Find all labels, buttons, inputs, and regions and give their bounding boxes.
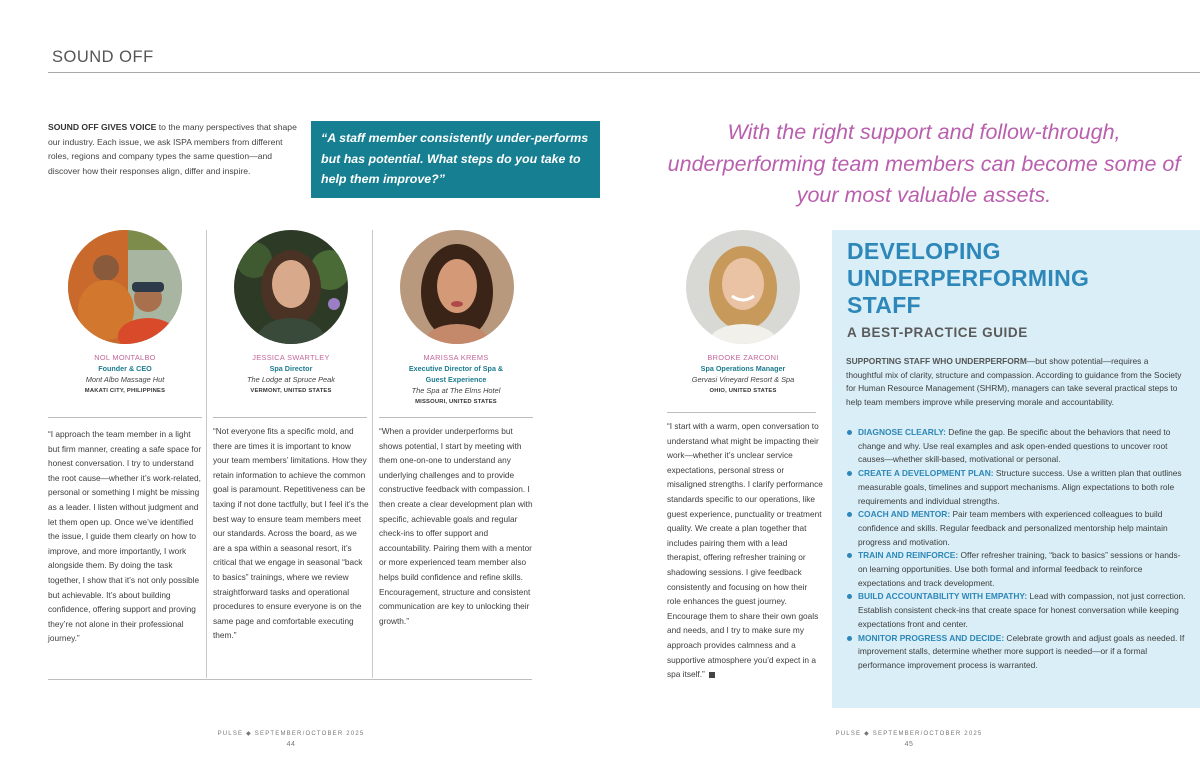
page-number: 44 [286,741,296,748]
best-practice-guide [832,230,1200,708]
contributor-photo [400,230,514,344]
intro-body: to the many perspectives that shape our industry. Each issue, we ask ISPA members from different roles, regions and company types the same question—and discover how their responses align, differ and inspire. [48,122,297,176]
list-item-text: Define the gap. Be specific about the behaviors that need to change and why. Use real examples and ask open-ended questions to uncover root causes—whether skill-based, motivational or personal. [858,427,1171,465]
list-item-text: Pair team members with experienced colleagues to build confidence and skills. Regular feedback and personalized mentorship help maintain progress and motivation. [858,509,1168,547]
guide-intro-body: —but show potential—requires a thoughtful mix of clarity, structure and compassion. According to guidance from the Society for Human Resource Management (SHRM), managers can take several practical steps to help team members improve while preserving morale and accountability. [846,356,1182,408]
contributor-profile [666,352,820,397]
contributor-photo [234,230,348,344]
list-item-text: Structure success. Use a written plan that outlines measurable goals, timelines and support mechanisms. Align expectations to both role requirements and individual strengths. [858,468,1182,506]
end-mark-icon [709,672,715,678]
profile-rule [379,417,533,418]
portrait-photo-icon [400,230,514,344]
list-item-key: TRAIN AND REINFORCE: [858,550,959,561]
contributor-answer: “I approach the team member in a light but firm manner, creating a safe space for honest conversation. I try to understand the root cause—whether it’s work-related, personal or something I might be missing as a leader. I listen without judgment and let them open up. Once we’ve identified the issue, I guide them clearly on how to improve, and more importantly, I work alongside them. By doing the task together, I show that it’s not only possible but achievable. It’s about building confidence, offering support and proving they’re not alone in their professional journey.” [48,429,202,644]
intro-paragraph [48,120,300,178]
page-bottom-rule [48,679,532,680]
list-item [846,632,1186,673]
portrait-photo-icon [68,230,182,344]
contributor-role: Founder & CEO [98,364,152,373]
contributor-org: The Spa at The Elms Hotel [411,386,501,395]
header-divider [48,72,1200,73]
list-item-key: DIAGNOSE CLEARLY: [858,427,946,437]
bullet-icon [847,636,852,641]
section-title: SOUND OFF [52,48,154,66]
list-item [846,590,1186,631]
list-item-text: Offer refresher training, “back to basics” sessions or hands-on learning opportunities. Use both formal and informal feedback to reinforce expectations and track development. [858,550,1181,588]
list-item-key: MONITOR PROGRESS AND DECIDE: [858,632,1005,643]
contributor-answer: “Not everyone fits a specific mold, and there are times it is important to know your team members’ limitations. How they retain information to achieve the common goal is paramount. Repetitiveness can be taxing if not done tactfully, but I feel it’s the best way to ensure team members meet our standards. Across the board, as we are a spa within a seasonal resort, it’s critical that we engage in seasonal “back to basics” trainings, where we review straightforward tasks and operational procedures to ensure everyone is on the same page and comfortable executing them.” [213,426,369,641]
answer-text: “I start with a warm, open conversation to understand what might be impacting their work—whether it’s unclear service expectations, personal stress or misaligned strengths. I clarify performance standards specific to our operations, like guest experience, punctuality or treatment quality. We create a plan together that includes pairing them with a lead therapist, offering refresher training or shadowing sessions. I give feedback consistently and focusing on how their role enhances the guest journey. Encourage them to share their own goals and needs, and I try to make sure my approach provides calmness and a supportive atmosphere you’d expect in a spa itself.” [667,421,823,680]
portrait-photo-icon [686,230,800,344]
footer-left [211,730,371,748]
guide-title: DEVELOPING UNDERPERFORMING STAFF [847,238,1090,318]
page-number: 45 [904,741,914,748]
column-divider [372,230,373,678]
list-item [846,508,1186,549]
list-item [846,549,1186,590]
list-item-text: Lead with compassion, not just correction. Establish consistent check-ins that create space for honest conversation while keeping expectations front and center. [858,591,1186,629]
contributor-org: The Lodge at Spruce Peak [247,375,335,384]
question-box [311,121,600,198]
contributor-org: Gervasi Vineyard Resort & Spa [691,375,795,384]
profile-rule [48,417,202,418]
contributor-role: Executive Director of Spa & Guest Experience [408,364,504,384]
column-divider [206,230,207,678]
contributor-name: BROOKE ZARCONI [707,353,779,362]
guide-subtitle: A BEST-PRACTICE GUIDE [847,325,1028,340]
bullet-icon [847,512,852,517]
contributor-name: JESSICA SWARTLEY [252,353,330,362]
contributor-answer: “When a provider underperforms but shows potential, I start by meeting with them one-on-one to understand any underlying challenges and to provide constructive feedback with compassion. I then create a clear development plan with specific, achievable goals and regular check-ins to offer support and accountability. Pairing them with a mentor or more experienced team member also helps build confidence and refine skills. Encouragement, structure and consistent communication are key to unlocking their growth.” [379,426,533,626]
bullet-icon [847,594,852,599]
list-item-key: BUILD ACCOUNTABILITY WITH EMPATHY: [858,591,1028,602]
footer-text: PULSE ◆ SEPTEMBER/OCTOBER 2025 [835,731,983,737]
pull-quote: With the right support and follow-through, underperforming team members can become some of your most valuable assets. [667,120,1181,207]
bullet-icon [847,471,852,476]
contributor-name: MARISSA KREMS [423,353,489,362]
contributor-role: Spa Operations Manager [700,364,786,373]
contributor-photo [686,230,800,344]
contributor-org: Mont Albo Massage Hut [85,375,165,384]
contributor-photo [68,230,182,344]
bullet-icon [847,430,852,435]
bullet-icon [847,553,852,558]
contributor-answer [667,419,823,682]
guide-intro-lead: SUPPORTING STAFF WHO UNDERPERFORM [846,356,1027,366]
intro-lead: SOUND OFF GIVES VOICE [48,122,157,132]
question-text: “A staff member consistently under-performs but has potential. What steps do you take to help them improve?” [321,131,589,186]
footer-right [829,730,989,748]
profile-rule [213,417,367,418]
contributor-location: MISSOURI, UNITED STATES [415,399,497,405]
list-item-key: CREATE A DEVELOPMENT PLAN: [858,468,994,479]
contributor-location: OHIO, UNITED STATES [709,388,777,394]
footer-text: PULSE ◆ SEPTEMBER/OCTOBER 2025 [217,731,365,737]
contributor-profile [214,352,368,397]
list-item [846,426,1186,467]
list-item [846,467,1186,508]
contributor-role: Spa Director [269,364,313,373]
contributor-location: VERMONT, UNITED STATES [250,388,332,394]
contributor-location: MAKATI CITY, PHILIPPINES [84,388,166,394]
list-item-key: COACH AND MENTOR: [858,509,951,520]
contributor-name: NOL MONTALBO [94,353,156,362]
list-item-text: Celebrate growth and adjust goals as needed. If improvement stalls, determine whether more support is needed—or if a formal performance improvement process is warranted. [858,632,1185,670]
guide-intro [846,355,1186,410]
contributor-profile [48,352,202,397]
guide-list [846,426,1186,673]
contributor-profile [378,352,534,408]
portrait-photo-icon [234,230,348,344]
profile-rule [667,412,816,413]
